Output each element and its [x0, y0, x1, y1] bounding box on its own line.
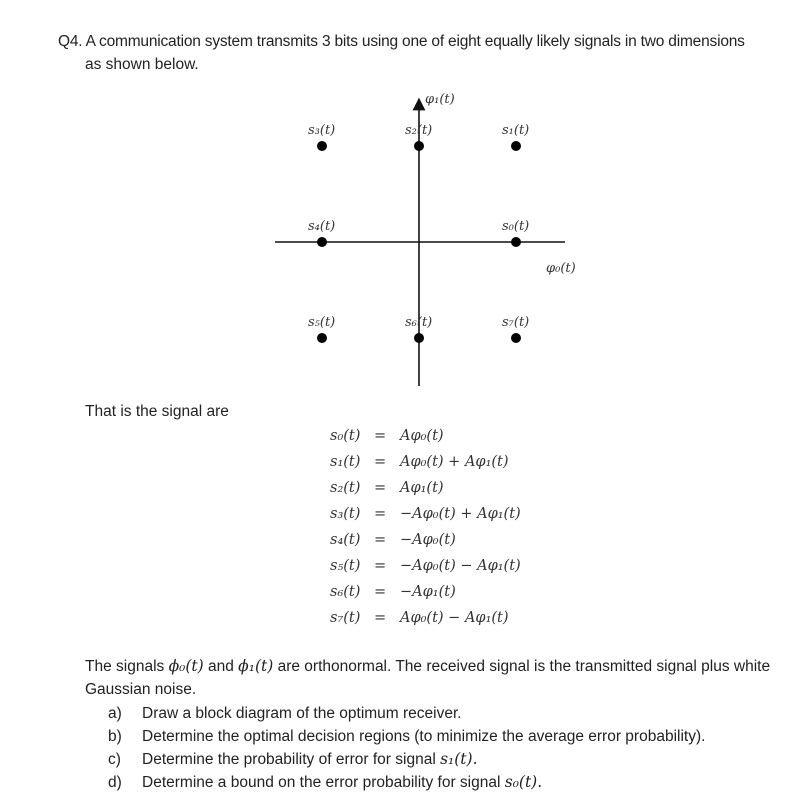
equation-rhs-0: Aφ₀(t) [400, 428, 444, 444]
equation-lhs-6: s₆(t) [330, 584, 361, 600]
para-part3: are orthonormal. The received signal is the transmitted signal plus white Gaussian noise. [85, 658, 771, 698]
phi1-axis-label: φ₁(t) [425, 92, 455, 107]
task-text: Draw a block diagram of the optimum receiver. [142, 705, 462, 722]
task-item [108, 702, 705, 725]
task-text: Determine the optimal decision regions (to minimize the average error probability). [142, 728, 706, 745]
question-title-line1: Q4. A communication system transmits 3 bits using one of eight equally likely signals in two dimensions [58, 33, 745, 50]
equation-rhs-7: Aφ₀(t) − Aφ₁(t) [400, 610, 509, 626]
task-text: Determine the probability of error for signal [142, 751, 441, 768]
signal-label-s7: s₇(t) [502, 315, 530, 330]
phi0-axis-label: φ₀(t) [546, 261, 576, 276]
equation-op-1: = [374, 454, 387, 470]
equation-rhs-5: −Aφ₀(t) − Aφ₁(t) [400, 558, 521, 574]
constellation-diagram [0, 0, 797, 400]
equation-rhs-6: −Aφ₁(t) [400, 584, 456, 600]
task-label: b) [108, 728, 122, 745]
task-text: Determine a bound on the error probability for signal [142, 774, 505, 791]
equation-lhs-0: s₀(t) [330, 428, 361, 444]
task-label: d) [108, 774, 122, 791]
equation-lhs-5: s₅(t) [330, 558, 361, 574]
signal-label-s3: s₃(t) [308, 123, 336, 138]
task-label: c) [108, 751, 121, 768]
signal-point-s4 [317, 237, 327, 247]
signal-point-s5 [317, 333, 327, 343]
signals-intro: That is the signal are [85, 403, 229, 420]
equation-lhs-4: s₄(t) [330, 532, 361, 548]
task-item [108, 748, 705, 771]
task-list [108, 702, 705, 794]
description-paragraph [85, 655, 775, 701]
signal-point-s2 [414, 141, 424, 151]
signal-point-s0 [511, 237, 521, 247]
phi1-symbol: ϕ₁(t) [238, 657, 274, 675]
task-label: a) [108, 705, 122, 722]
equation-lhs-1: s₁(t) [330, 454, 361, 470]
question-title-line2: as shown below. [85, 56, 199, 73]
equation-rhs-4: −Aφ₀(t) [400, 532, 456, 548]
equation-op-4: = [374, 532, 387, 548]
task-math: s₀(t). [504, 773, 543, 791]
signal-label-s4: s₄(t) [308, 219, 336, 234]
signal-label-s0: s₀(t) [502, 219, 530, 234]
equation-rhs-2: Aφ₁(t) [400, 480, 444, 496]
equation-op-0: = [374, 428, 387, 444]
signal-point-s1 [511, 141, 521, 151]
equation-lhs-2: s₂(t) [330, 480, 361, 496]
para-part2: and [203, 658, 239, 675]
equation-op-6: = [374, 584, 387, 600]
signal-point-s7 [511, 333, 521, 343]
task-item [108, 725, 705, 748]
equation-rhs-1: Aφ₀(t) + Aφ₁(t) [400, 454, 509, 470]
signal-label-s6: s₆(t) [405, 315, 433, 330]
equation-op-7: = [374, 610, 387, 626]
equation-op-5: = [374, 558, 387, 574]
equation-op-2: = [374, 480, 387, 496]
signal-label-s5: s₅(t) [308, 315, 336, 330]
signal-point-s3 [317, 141, 327, 151]
task-math: s₁(t). [440, 750, 478, 768]
phi0-symbol: ϕ₀(t) [168, 657, 204, 675]
signal-point-s6 [414, 333, 424, 343]
equation-op-3: = [374, 506, 387, 522]
equation-rhs-3: −Aφ₀(t) + Aφ₁(t) [400, 506, 521, 522]
equation-lhs-3: s₃(t) [330, 506, 361, 522]
equation-lhs-7: s₇(t) [330, 610, 361, 626]
task-item [108, 771, 705, 794]
signal-label-s1: s₁(t) [502, 123, 530, 138]
signal-label-s2: s₂(t) [405, 123, 433, 138]
para-part1: The signals [85, 658, 169, 675]
